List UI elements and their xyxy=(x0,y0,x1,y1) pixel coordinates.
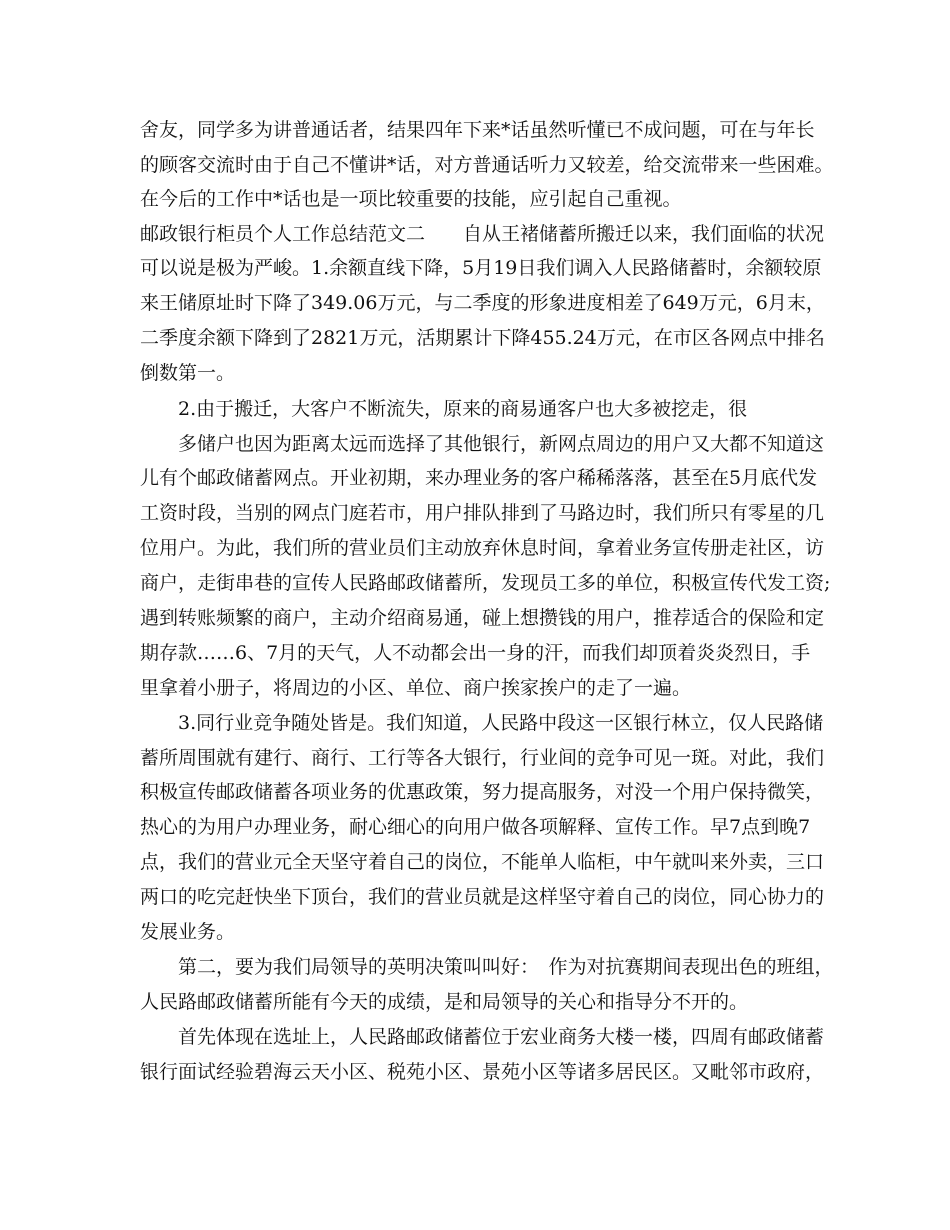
text-line: 3.同行业竞争随处皆是。我们知道，人民路中段这一区银行林立，仅人民路储 xyxy=(178,712,824,734)
text-line: 点，我们的营业元全天坚守着自己的岗位，不能单人临柜，中午就叫来外卖，三口 xyxy=(140,851,825,873)
text-line: 期存款……6、7月的天气，人不动都会出一身的汗，而我们却顶着炎炎烈日，手 xyxy=(140,642,811,664)
text-line: 两口的吃完赶快坐下顶台，我们的营业员就是这样坚守着自己的岗位，同心协力的 xyxy=(140,886,825,908)
text-line: 银行面试经验碧海云天小区、税苑小区、景苑小区等诸多居民区。又毗邻市政府， xyxy=(140,1061,825,1083)
text-line: 工资时段，当别的网点门庭若市，用户排队排到了马路边时，我们所只有零星的几 xyxy=(140,502,825,524)
text-line: 儿有个邮政储蓄网点。开业初期，来办理业务的客户稀稀落落，甚至在5月底代发 xyxy=(140,467,818,489)
text-line: 可以说是极为严峻。1.余额直线下降，5月19日我们调入人民路储蓄时，余额较原 xyxy=(140,257,822,279)
text-line: 在今后的工作中*话也是一项比较重要的技能，应引起自己重视。 xyxy=(140,188,682,210)
text-line: 遇到转账频繁的商户，主动介绍商易通，碰上想攒钱的用户，推荐适合的保险和定 xyxy=(140,607,825,629)
text-line: 二季度余额下降到了2821万元，活期累计下降455.24万元，在市区各网点中排名 xyxy=(140,327,825,349)
text-line: 蓄所周围就有建行、商行、工行等各大银行，行业间的竞争可见一斑。对此，我们 xyxy=(140,747,825,769)
text-line: 倒数第一。 xyxy=(140,362,236,384)
text-line: 2.由于搬迁，大客户不断流失，原来的商易通客户也大多被挖走，很 xyxy=(178,398,748,420)
text-line: 舍友，同学多为讲普通话者，结果四年下来*话虽然听懂已不成问题，可在与年长 xyxy=(140,119,815,141)
text-line: 的顾客交流时由于自己不懂讲*话，对方普通话听力又较差，给交流带来一些困难。 xyxy=(140,154,834,176)
text-line: 来王储原址时下降了349.06万元，与二季度的形象进度相差了649万元，6月末， xyxy=(140,292,825,314)
text-line: 人民路邮政储蓄所能有今天的成绩，是和局领导的关心和指导分不开的。 xyxy=(140,991,749,1013)
text-line: 商户，走街串巷的宣传人民路邮政储蓄所，发现员工多的单位，积极宣传代发工资; xyxy=(140,572,831,594)
text-line: 积极宣传邮政储蓄各项业务的优惠政策，努力提高服务，对没一个用户保持微笑， xyxy=(140,781,825,803)
text-line: 发展业务。 xyxy=(140,921,236,943)
text-line: 位用户。为此，我们所的营业员们主动放弃休息时间，拿着业务宣传册走社区，访 xyxy=(140,537,825,559)
text-line: 首先体现在选址上，人民路邮政储蓄位于宏业商务大楼一楼，四周有邮政储蓄 xyxy=(178,1026,825,1048)
text-line: 多储户也因为距离太远而选择了其他银行，新网点周边的用户又大都不知道这 xyxy=(178,433,825,455)
text-line: 邮政银行柜员个人工作总结范文二 自从王褚储蓄所搬迁以来，我们面临的状况 xyxy=(140,223,825,245)
text-line: 第二，要为我们局领导的英明决策叫叫好： 作为对抗赛期间表现出色的班组， xyxy=(178,956,834,978)
text-line: 里拿着小册子，将周边的小区、单位、商户挨家挨户的走了一遍。 xyxy=(140,677,692,699)
text-line: 热心的为用户办理业务，耐心细心的向用户做各项解释、宣传工作。早7点到晚7 xyxy=(140,816,811,838)
